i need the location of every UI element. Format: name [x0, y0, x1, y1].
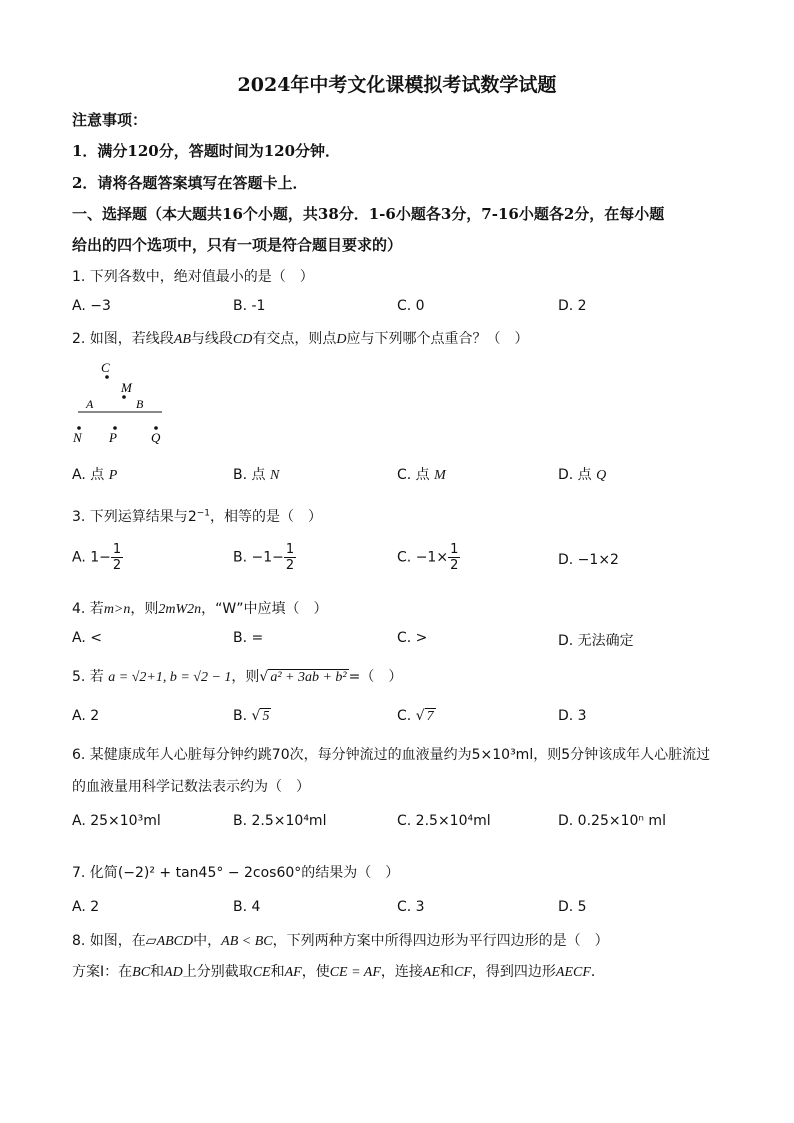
question-2-option-a: A. 点 P — [72, 467, 118, 483]
fraction: $\frac{1}{2}$ — [112, 542, 122, 573]
question-7-stem: 7. 化简(−2)² + tan45° − 2cos60°的结果为（ ） — [72, 865, 400, 881]
question-7-option-c: C. 3 — [397, 899, 425, 915]
question-3-option-d: D. −1×2 — [558, 552, 619, 568]
question-3-stem: 3. 下列运算结果与$2^{-1}$，相等的是（ ） — [72, 508, 323, 525]
question-2-option-c: C. 点 M — [397, 467, 446, 483]
label-q: Q — [151, 430, 161, 445]
question-6-option-c: C. 2.5×10⁴ml — [397, 813, 491, 829]
question-6-stem-line2: 的血液量用科学记数法表示约为（ ） — [72, 779, 310, 795]
question-6-option-a: A. 25×10³ml — [72, 813, 161, 829]
question-2-option-b: B. 点 N — [233, 467, 280, 483]
question-1-option-b: B. -1 — [233, 298, 266, 314]
question-5-option-d: D. 3 — [558, 708, 587, 724]
question-7-option-b: B. 4 — [233, 899, 261, 915]
question-6-stem-line1: 6. 某健康成年人心脏每分钟约跳70次，每分钟流过的血液量约为5×10³ml，则5分钟该成年人心脏流过 — [72, 747, 711, 763]
question-4-option-a: A. < — [72, 630, 102, 646]
question-4-option-d: D. 无法确定 — [558, 633, 634, 649]
label-a: A — [86, 397, 94, 411]
question-6-option-d: D. 0.25×10ⁿ ml — [558, 813, 666, 829]
question-8-plan-1: 方案Ⅰ：在BC和AD上分别截取CE和AF，使CE = AF，连接AE和CF，得到四边形AECF． — [72, 964, 605, 980]
question-3-option-c: C. −1× $\frac{1}{2}$ — [397, 542, 459, 573]
question-7-option-d: D. 5 — [558, 899, 587, 915]
fraction: $\frac{1}{2}$ — [285, 542, 295, 573]
question-4-option-c: C. > — [397, 630, 428, 646]
question-7-option-a: A. 2 — [72, 899, 100, 915]
question-3-option-a: A. 1− $\frac{1}{2}$ — [72, 542, 122, 573]
notice-heading: 注意事项： — [72, 111, 148, 129]
question-3-option-b: B. −1− $\frac{1}{2}$ — [233, 542, 295, 573]
section-heading-line1: 一、选择题（本大题共16个小题，共38分．1-6小题各3分，7-16小题各2分，在每小题 — [72, 205, 665, 223]
section-heading-line2: 给出的四个选项中，只有一项是符合题目要求的） — [72, 236, 403, 254]
label-b: B — [136, 397, 144, 411]
question-1-stem: 1. 下列各数中，绝对值最小的是（ ） — [72, 269, 314, 285]
label-p: P — [109, 430, 117, 445]
label-c: C — [101, 360, 110, 375]
point-c — [105, 375, 109, 379]
notice-item-2: 2．请将各题答案填写在答题卡上． — [72, 174, 308, 192]
question-5-option-a: A. 2 — [72, 708, 100, 724]
question-8-stem: 8. 如图，在▱ABCD中，AB < BC，下列两种方案中所得四边形为平行四边形的是（ ） — [72, 933, 609, 949]
question-4-option-b: B. = — [233, 630, 264, 646]
point-m — [122, 395, 126, 399]
question-6-option-b: B. 2.5×10⁴ml — [233, 813, 327, 829]
label-m: M — [121, 380, 132, 395]
question-5-option-c: C. √ 7 — [397, 708, 434, 724]
page-title: 2024年中考文化课模拟考试数学试题 — [237, 74, 557, 96]
question-2-stem: 2. 如图，若线段AB与线段CD有交点，则点D应与下列哪个点重合？（ ） — [72, 331, 529, 347]
question-2-option-d: D. 点 Q — [558, 467, 607, 483]
question-1-option-d: D. 2 — [558, 298, 587, 314]
question-4-stem: 4. 若m>n，则2mW2n，“W”中应填（ ） — [72, 601, 328, 617]
notice-item-1: 1．满分120分，答题时间为120分钟． — [72, 142, 341, 160]
question-1-option-a: A. −3 — [72, 298, 111, 314]
fraction: $\frac{1}{2}$ — [450, 542, 459, 573]
question-2-figure — [72, 358, 172, 450]
question-5-option-b: B. √ 5 — [233, 708, 270, 724]
question-5-stem: 5. 若 a = √2+1, b = √2 − 1，则√ a² + 3ab + b² =（ ） — [72, 669, 403, 685]
label-n: N — [73, 430, 82, 445]
question-1-option-c: C. 0 — [397, 298, 425, 314]
